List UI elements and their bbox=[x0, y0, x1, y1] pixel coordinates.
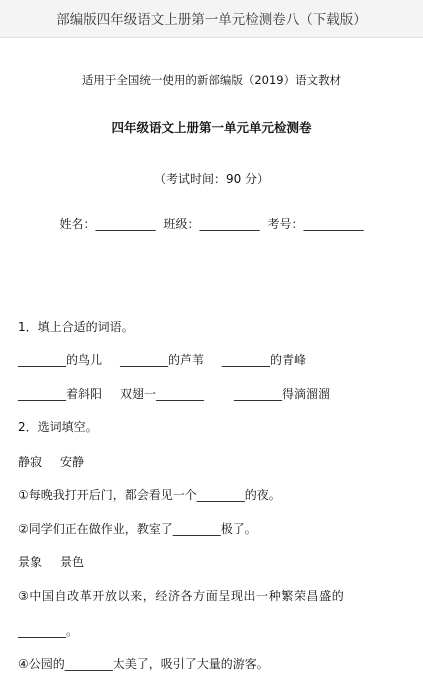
document-header-title: 部编版四年级语文上册第一单元检测卷八（下载版） bbox=[56, 12, 367, 28]
word-choice: 安静 bbox=[60, 455, 85, 469]
student-info-row bbox=[0, 215, 423, 232]
blank-item: ________得滴溜溜 bbox=[234, 387, 331, 401]
blank-item: 双翅一________ bbox=[120, 387, 205, 401]
word-choice: 景象 bbox=[18, 555, 43, 569]
word-choices-1 bbox=[18, 453, 84, 470]
sentence-3-continuation: ________。 bbox=[18, 624, 79, 638]
word-choice: 静寂 bbox=[18, 455, 43, 469]
blank-item: ________的青峰 bbox=[222, 353, 307, 367]
sentence-4: ④公园的________太美了，吸引了大量的游客。 bbox=[18, 657, 269, 671]
word-choice: 景色 bbox=[60, 555, 85, 569]
question-1-heading: 1．填上合适的词语。 bbox=[18, 320, 134, 334]
class-field: 班级：__________ bbox=[163, 217, 260, 231]
exam-time: （考试时间：90 分） bbox=[153, 172, 270, 186]
question-1-row-2 bbox=[18, 385, 330, 402]
name-field: 姓名：__________ bbox=[59, 217, 156, 231]
sentence-2: ②同学们正在做作业，教室了________极了。 bbox=[18, 522, 257, 536]
blank-item: ________的鸟儿 bbox=[18, 353, 103, 367]
sentence-3: ③中国自改革开放以来，经济各方面呈现出一种繁荣昌盛的 bbox=[18, 589, 345, 603]
blank-item: ________的芦苇 bbox=[120, 353, 205, 367]
number-field: 考号：__________ bbox=[267, 217, 364, 231]
question-2-heading: 2．选词填空。 bbox=[18, 420, 98, 434]
document-subtitle: 适用于全国统一使用的新部编版（2019）语文教材 bbox=[81, 73, 342, 87]
blank-item: ________着斜阳 bbox=[18, 387, 103, 401]
sentence-1: ①每晚我打开后门，都会看见一个________的夜。 bbox=[18, 488, 281, 502]
question-1-row-1 bbox=[18, 351, 306, 368]
word-choices-2 bbox=[18, 553, 84, 570]
document-title: 四年级语文上册第一单元单元检测卷 bbox=[111, 120, 312, 135]
header-bar bbox=[0, 0, 423, 38]
